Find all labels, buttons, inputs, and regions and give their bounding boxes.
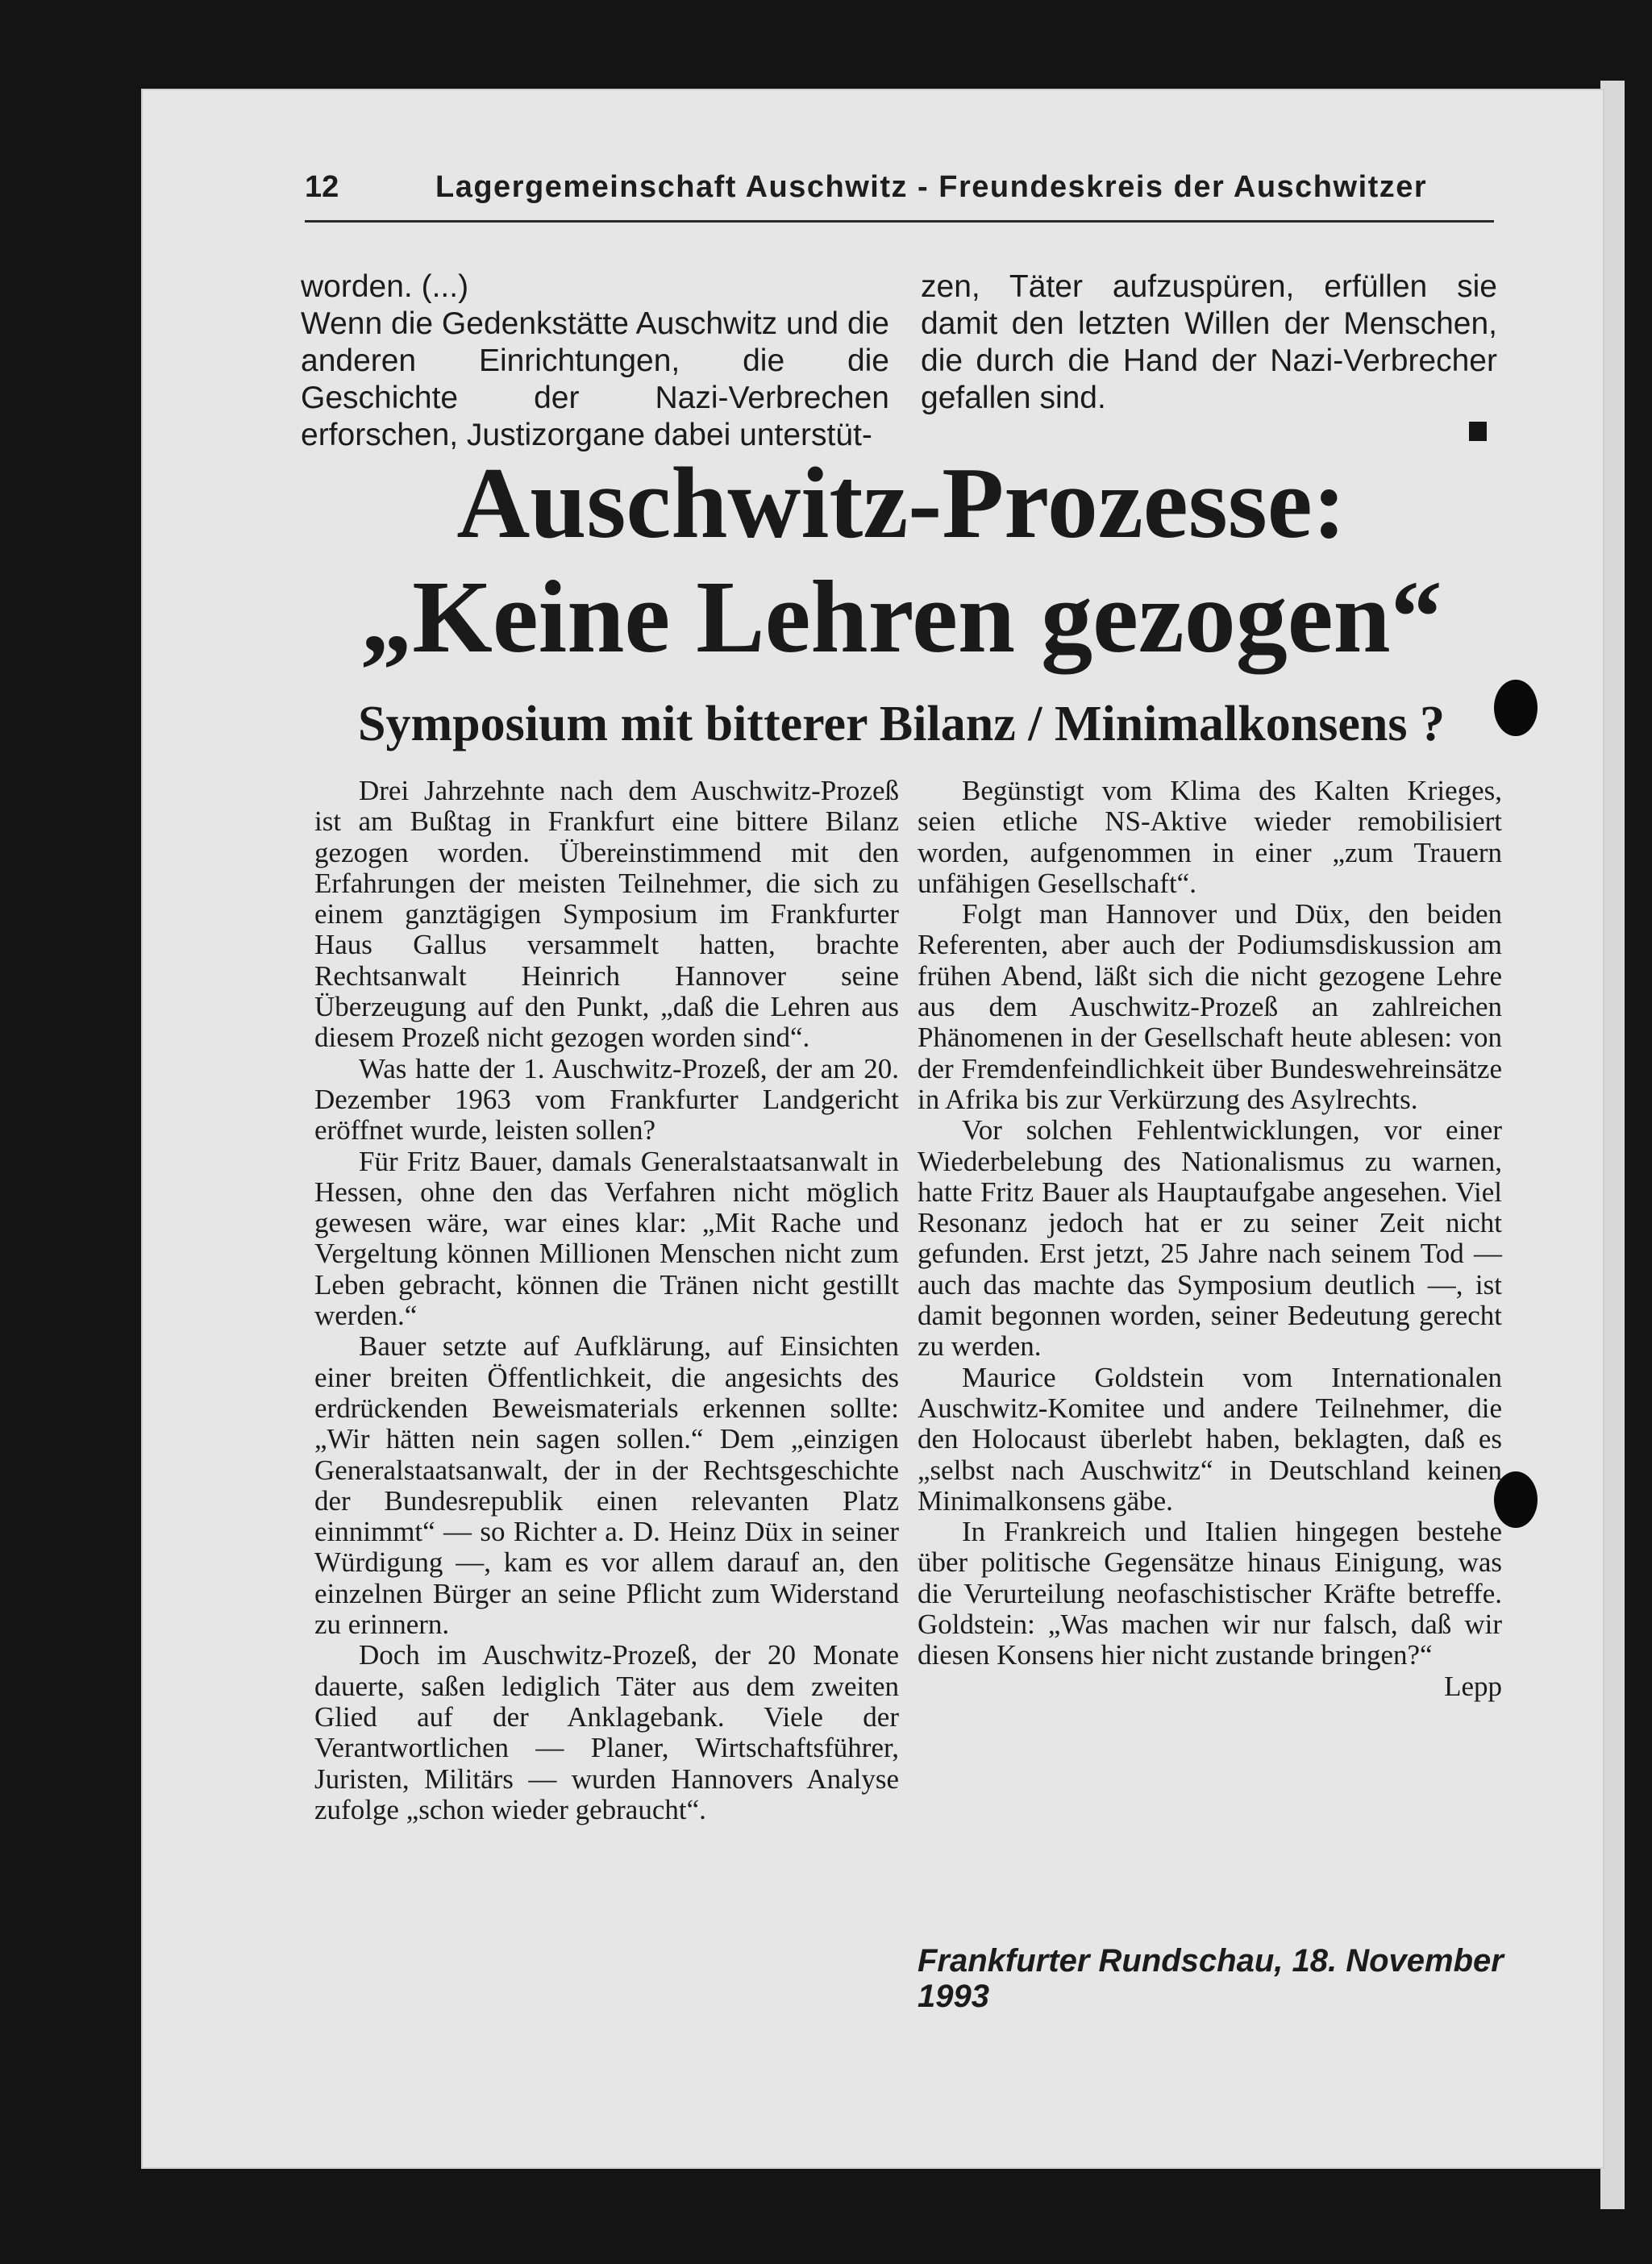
page-number: 12 (305, 170, 339, 204)
end-mark (1469, 422, 1487, 441)
article-paragraph: Was hatte der 1. Auschwitz-Prozeß, der am 20. Dezember 1963 vom Frankfurter Landgericht eröffnet wurde, leisten sollen? (314, 1052, 899, 1147)
article-paragraph: Maurice Goldstein vom Internationalen Auschwitz-Komitee und andere Teilnehmer, die den Holocaust überlebt haben, beklagten, daß es „selbst nach Auschwitz“ in Deutschland keinen Minimalkonsens gäbe. (918, 1361, 1502, 1517)
article-paragraph: Doch im Auschwitz-Prozeß, der 20 Monate dauerte, saßen lediglich Täter aus dem zweiten Glied auf der Anklagebank. Viele der Verantwortlichen — Planer, Wirtschaftsführer, Juristen, Militärs — wurden Hannovers Analyse zufolge „schon wieder gebraucht“. (314, 1639, 899, 1825)
headline-line-2: „Keine Lehren gezogen“ (360, 560, 1442, 674)
article-paragraph: In Frankreich und Italien hingegen bestehe über politische Gegensätze hinaus Einigung, was die Verurteilung neofaschistischer Kräfte betreffe. Goldstein: „Was machen wir nur falsch, daß wir diesen Konsens hier nicht zustande bringen?“ (918, 1516, 1502, 1671)
publication-title: Lagergemeinschaft Auschwitz - Freundeskreis der Auschwitzer (435, 170, 1428, 204)
article-right-column (918, 776, 1502, 1702)
article-paragraph: Drei Jahrzehnte nach dem Auschwitz-Prozeß ist am Bußtag in Frankfurt eine bittere Bilanz gezogen worden. Übereinstimmend mit den Erfahrungen der meisten Teilnehmer, die sich zu einem ganztägigen Symposium im Frankfurter Haus Gallus versammelt hatten, brachte Rechtsanwalt Heinrich Hannover seine Überzeugung auf den Punkt, „daß die Lehren aus diesem Prozeß nicht gezogen worden sind“. (314, 775, 899, 1054)
author-signature: Lepp (1444, 1670, 1502, 1702)
intro-right-column (921, 268, 1497, 417)
article-paragraph: Vor solchen Fehlentwicklungen, vor einer Wiederbelebung des Nationalismus zu warnen, hatte Fritz Bauer als Hauptaufgabe angesehen. Viel Resonanz jedoch hat er zu seiner Zeit nicht gefunden. Erst jetzt, 25 Jahre nach seinem Tod — auch das machte das Symposium deutlich —, ist damit begonnen worden, seiner Bedeutung gerecht zu werden. (918, 1114, 1502, 1363)
article-paragraph: Für Fritz Bauer, damals Generalstaatsanwalt in Hessen, ohne den das Verfahren nicht möglich gewesen wäre, war eines klar: „Mit Rache und Vergeltung können Millionen Menschen nicht zum Leben gebracht, können die Tränen nicht gestillt werden.“ (314, 1145, 899, 1332)
intro-paragraph: zen, Täter aufzuspüren, erfüllen sie damit den letzten Willen der Menschen, die durch die Hand der Nazi-Verbrecher gefallen sind. (921, 269, 1497, 415)
intro-paragraph: worden. (...) (301, 269, 469, 304)
article-left-column (314, 776, 899, 1825)
intro-paragraph: Wenn die Gedenkstätte Auschwitz und die anderen Einrichtungen, die die Geschichte der Nazi-Verbrechen erforschen, Justizorgane dabei unterstüt- (301, 306, 889, 452)
intro-left-column (301, 268, 889, 454)
source-citation: Frankfurter Rundschau, 18. November 1993 (918, 1943, 1504, 2014)
headline-line-1: Auschwitz-Prozesse: (456, 447, 1346, 560)
punch-hole (1494, 680, 1538, 736)
page-header (305, 165, 1494, 223)
subheadline: Symposium mit bitterer Bilanz / Minimalkonsens ? (357, 697, 1445, 751)
article-paragraph: Begünstigt vom Klima des Kalten Krieges, seien etliche NS-Aktive wieder remobilisiert worden, aufgenommen in einer „zum Trauern unfähigen Gesellschaft“. (918, 775, 1502, 899)
article-paragraph: Folgt man Hannover und Düx, den beiden Referenten, aber auch der Podiumsdiskussion am frühen Abend, läßt sich die nicht gezogene Lehre aus dem Auschwitz-Prozeß an zahlreichen Phänomenen in der Gesellschaft heute ablesen: von der Fremdenfeindlichkeit über Bundeswehreinsätze in Afrika bis zur Verkürzung des Asylrechts. (918, 898, 1502, 1115)
article-paragraph: Bauer setzte auf Aufklärung, auf Einsichten einer breiten Öffentlichkeit, die angesichts des erdrückenden Beweismaterials erkennen sollte: „Wir hätten nein sagen sollen.“ Dem „einzigen Generalstaatsanwalt, der in der Rechtsgeschichte der Bundesrepublik einen relevanten Platz einnimmt“ — so Richter a. D. Heinz Düx in seiner Würdigung —, kam es vor allem darauf an, den einzelnen Bürger an seine Pflicht zum Widerstand zu erinnern. (314, 1330, 899, 1641)
